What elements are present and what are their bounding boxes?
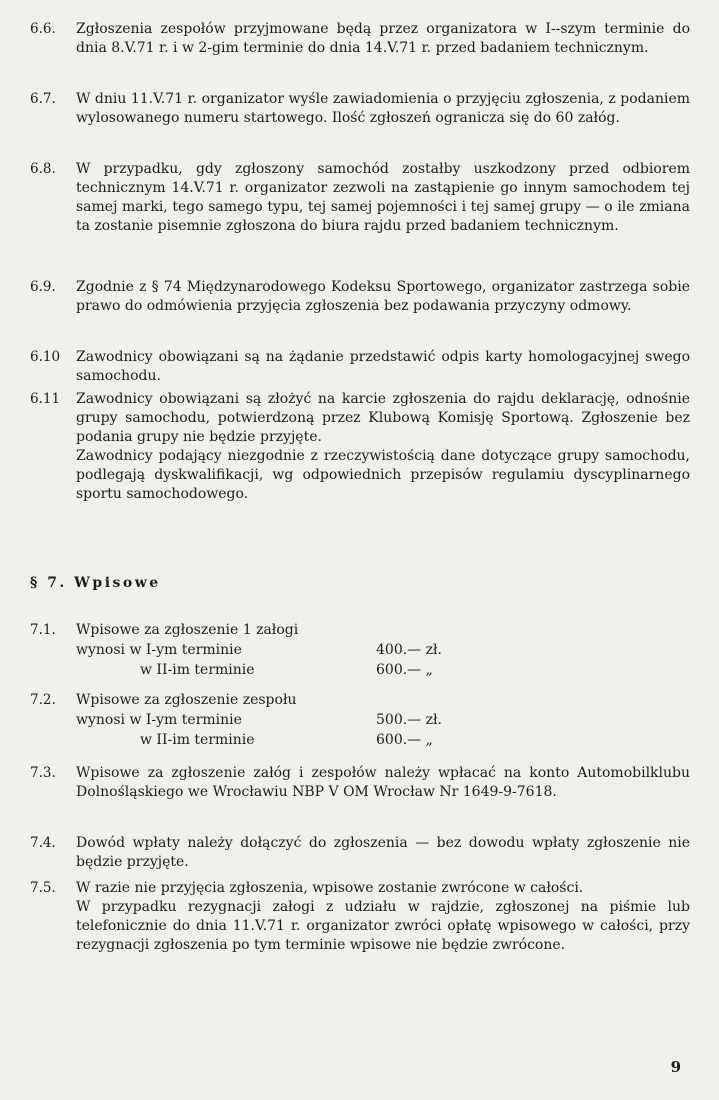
item-number: 6.7. [30, 91, 56, 107]
paragraph-text: Dowód wpłaty należy dołączyć do zgłoszenia — bez dowodu wpłaty zgłoszenie nie będzie przyjęte. [76, 835, 690, 870]
item-text [76, 879, 690, 955]
item-number: 6.8. [30, 161, 56, 177]
fee-row [30, 620, 690, 640]
paragraph-text: W dniu 11.V.71 r. organizator wyśle zawiadomienia o przyjęciu zgłoszenia, z podaniem wylosowanego numeru startowego. Ilość zgłoszeń ogranicza się do 60 załóg. [76, 91, 690, 126]
item-text [76, 90, 690, 128]
fee-item [30, 690, 690, 750]
paragraph-item [30, 278, 690, 316]
fee-label: wynosi w I-ym terminie [76, 642, 242, 658]
paragraph-item [30, 90, 690, 128]
fee-label: Wpisowe za zgłoszenie zespołu [76, 692, 297, 708]
item-number: 7.5. [30, 880, 56, 896]
fee-amount: 600.— „ [376, 662, 433, 678]
fee-row [30, 690, 690, 710]
fee-label: Wpisowe za zgłoszenie 1 załogi [76, 622, 299, 638]
item-number: 7.2. [30, 692, 56, 708]
paragraph-text: W razie nie przyjęcia zgłoszenia, wpisowe zostanie zwrócone w całości. [76, 880, 584, 896]
paragraph-text: W przypadku rezygnacji załogi z udziału w rajdzie, zgłoszonej na piśmie lub telefonicznie do dnia 11.V.71 r. organizator zwróci opłatę wpisowego w całości, przy rezygnacji zgłoszenia po tym terminie wpisowe nie będzie zwrócone. [76, 899, 690, 953]
paragraph-item [30, 20, 690, 58]
item-number: 7.3. [30, 765, 56, 781]
fee-item [30, 620, 690, 680]
paragraph-text: Zgłoszenia zespołów przyjmowane będą przez organizatora w I--szym terminie do dnia 8.V.71 r. i w 2-gim terminie do dnia 14.V.71 r. przed badaniem technicznym. [76, 21, 690, 56]
item-number: 6.10 [30, 349, 61, 365]
paragraph-text: Zawodnicy obowiązani są na żądanie przedstawić odpis karty homologacyjnej swego samochodu. [76, 349, 690, 384]
item-number: 7.4. [30, 835, 56, 851]
paragraph-text: Zgodnie z § 74 Międzynarodowego Kodeksu Sportowego, organizator zastrzega sobie prawo do odmówienia przyjęcia zgłoszenia bez podawania przyczyny odmowy. [76, 279, 690, 314]
item-number: 6.11 [30, 391, 61, 407]
fee-row [30, 730, 690, 750]
fee-label: w II-im terminie [140, 662, 255, 678]
item-number: 7.1. [30, 622, 56, 638]
paragraph-item [30, 879, 690, 955]
fee-amount: 400.— zł. [376, 642, 442, 658]
paragraph-text: Zawodnicy obowiązani są złożyć na karcie zgłoszenia do rajdu deklarację, odnośnie grupy samochodu, potwierdzoną przez Klubową Komisję Sportową. Zgłoszenie bez podania grupy nie będzie przyjęte. [76, 391, 690, 445]
paragraph-text: W przypadku, gdy zgłoszony samochód zostałby uszkodzony przed odbiorem technicznym 14.V.71 r. organizator zezwoli na zastąpienie go innym samochodem tej samej marki, tego samego typu, tej samej pojemności i tej samej grupy — o ile zmiana ta zostanie pisemnie zgłoszona do biura rajdu przed badaniem technicznym. [76, 161, 690, 234]
fee-label: w II-im terminie [140, 732, 255, 748]
item-number: 6.6. [30, 21, 56, 37]
item-text [76, 278, 690, 316]
fee-row [30, 660, 690, 680]
page-number: 9 [670, 1058, 681, 1076]
fee-amount: 500.— zł. [376, 712, 442, 728]
item-number: 6.9. [30, 279, 56, 295]
item-text [76, 834, 690, 872]
item-text [76, 764, 690, 802]
fee-label: wynosi w I-ym terminie [76, 712, 242, 728]
fee-amount: 600.— „ [376, 732, 433, 748]
paragraph-item [30, 834, 690, 872]
paragraph-item [30, 348, 690, 386]
section-heading: § 7. Wpisowe [30, 575, 161, 591]
paragraph-item [30, 764, 690, 802]
item-text [76, 390, 690, 504]
item-text [76, 348, 690, 386]
item-text [76, 20, 690, 58]
paragraph-item [30, 160, 690, 236]
item-text [76, 160, 690, 236]
fee-row [30, 710, 690, 730]
fee-row [30, 640, 690, 660]
paragraph-item [30, 390, 690, 504]
paragraph-text: Wpisowe za zgłoszenie załóg i zespołów należy wpłacać na konto Automobilklubu Dolnośląskiego we Wrocławiu NBP V OM Wrocław Nr 1649-9-7618. [76, 765, 690, 800]
paragraph-text: Zawodnicy podający niezgodnie z rzeczywistością dane dotyczące grupy samochodu, podlegają dyskwalifikacji, wg odpowiednich przepisów regulamiu dyscyplinarnego sportu samochodowego. [76, 448, 690, 502]
